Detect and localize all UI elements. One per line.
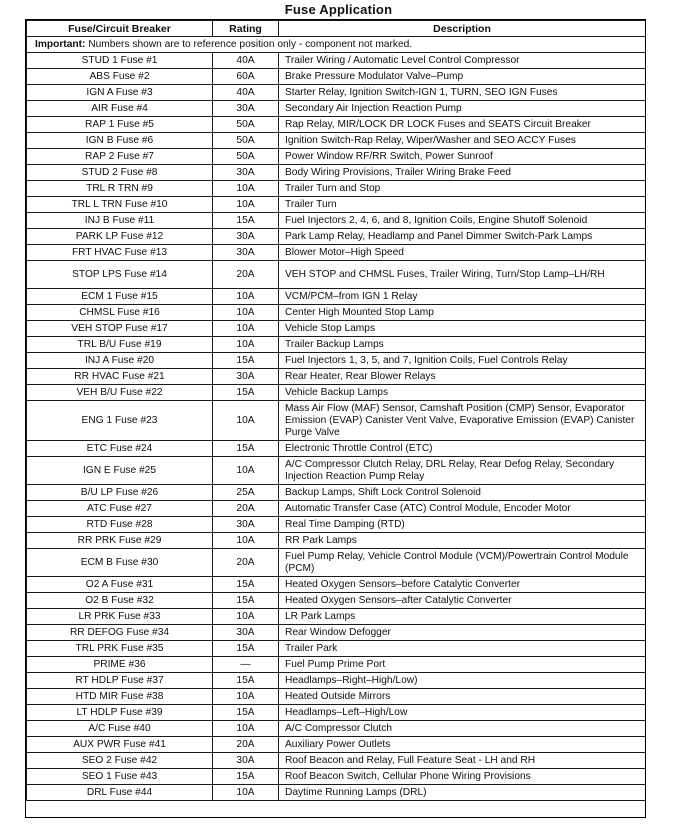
table-row <box>27 401 646 441</box>
description-cell: RR Park Lamps <box>279 533 646 549</box>
table-row <box>27 289 646 305</box>
fuse-name-cell: TRL R TRN #9 <box>27 181 213 197</box>
description-cell: Auxiliary Power Outlets <box>279 737 646 753</box>
fuse-name-cell: IGN A Fuse #3 <box>27 85 213 101</box>
table-row <box>27 69 646 85</box>
important-note <box>27 37 646 53</box>
fuse-name-cell: RAP 2 Fuse #7 <box>27 149 213 165</box>
page-title: Fuse Application <box>284 2 393 17</box>
rating-cell: 15A <box>213 769 279 785</box>
table-row <box>27 305 646 321</box>
rating-cell: 15A <box>213 705 279 721</box>
description-cell: A/C Compressor Clutch <box>279 721 646 737</box>
fuse-name-cell: PARK LP Fuse #12 <box>27 229 213 245</box>
table-row <box>27 245 646 261</box>
rating-cell: 30A <box>213 625 279 641</box>
rating-cell: 20A <box>213 261 279 289</box>
fuse-name-cell: INJ B Fuse #11 <box>27 213 213 229</box>
fuse-name-cell: RT HDLP Fuse #37 <box>27 673 213 689</box>
rating-cell: — <box>213 657 279 673</box>
description-cell: Roof Beacon and Relay, Full Feature Seat - LH and RH <box>279 753 646 769</box>
fuse-name-cell: LT HDLP Fuse #39 <box>27 705 213 721</box>
fuse-name-cell: IGN B Fuse #6 <box>27 133 213 149</box>
description-cell: Rear Heater, Rear Blower Relays <box>279 369 646 385</box>
description-cell: Trailer Backup Lamps <box>279 337 646 353</box>
fuse-name-cell: ENG 1 Fuse #23 <box>27 401 213 441</box>
rating-cell: 10A <box>213 197 279 213</box>
rating-cell: 15A <box>213 441 279 457</box>
table-row <box>27 625 646 641</box>
table-row <box>27 769 646 785</box>
rating-cell: 30A <box>213 229 279 245</box>
rating-cell: 10A <box>213 533 279 549</box>
fuse-name-cell: TRL PRK Fuse #35 <box>27 641 213 657</box>
table-row <box>27 385 646 401</box>
fuse-name-cell: ETC Fuse #24 <box>27 441 213 457</box>
fuse-name-cell: IGN E Fuse #25 <box>27 457 213 485</box>
table-row <box>27 689 646 705</box>
important-note-text: Numbers shown are to reference position only - component not marked. <box>88 38 413 50</box>
description-cell: Real Time Damping (RTD) <box>279 517 646 533</box>
table-row <box>27 577 646 593</box>
description-cell: Ignition Switch-Rap Relay, Wiper/Washer and SEO ACCY Fuses <box>279 133 646 149</box>
description-cell: Trailer Turn <box>279 197 646 213</box>
description-cell: Power Window RF/RR Switch, Power Sunroof <box>279 149 646 165</box>
fuse-name-cell: STUD 2 Fuse #8 <box>27 165 213 181</box>
fuse-name-cell: A/C Fuse #40 <box>27 721 213 737</box>
description-cell: LR Park Lamps <box>279 609 646 625</box>
table-row <box>27 673 646 689</box>
table-row <box>27 609 646 625</box>
rating-cell: 30A <box>213 245 279 261</box>
table-header-row <box>27 21 646 37</box>
description-cell: Daytime Running Lamps (DRL) <box>279 785 646 801</box>
rating-cell: 10A <box>213 457 279 485</box>
description-cell: Secondary Air Injection Reaction Pump <box>279 101 646 117</box>
fuse-name-cell: PRIME #36 <box>27 657 213 673</box>
rating-cell: 10A <box>213 181 279 197</box>
table-row <box>27 213 646 229</box>
table-row <box>27 753 646 769</box>
rating-cell: 60A <box>213 69 279 85</box>
description-cell: Brake Pressure Modulator Valve–Pump <box>279 69 646 85</box>
table-row <box>27 261 646 289</box>
table-row <box>27 133 646 149</box>
table-row <box>27 517 646 533</box>
table-row <box>27 165 646 181</box>
rating-cell: 10A <box>213 785 279 801</box>
description-cell: Park Lamp Relay, Headlamp and Panel Dimmer Switch-Park Lamps <box>279 229 646 245</box>
column-header-rating: Rating <box>213 21 279 37</box>
table-row <box>27 485 646 501</box>
fuse-name-cell: O2 A Fuse #31 <box>27 577 213 593</box>
rating-cell: 10A <box>213 721 279 737</box>
rating-cell: 50A <box>213 117 279 133</box>
rating-cell: 10A <box>213 289 279 305</box>
rating-cell: 30A <box>213 517 279 533</box>
column-header-description: Description <box>279 21 646 37</box>
description-cell: Trailer Turn and Stop <box>279 181 646 197</box>
table-row <box>27 181 646 197</box>
fuse-name-cell: RAP 1 Fuse #5 <box>27 117 213 133</box>
table-row <box>27 549 646 577</box>
description-cell: Headlamps–Left–High/Low <box>279 705 646 721</box>
description-cell: Trailer Park <box>279 641 646 657</box>
fuse-name-cell: B/U LP Fuse #26 <box>27 485 213 501</box>
fuse-table <box>26 20 646 801</box>
table-row <box>27 737 646 753</box>
description-cell: Rear Window Defogger <box>279 625 646 641</box>
description-cell: Headlamps–Right–High/Low) <box>279 673 646 689</box>
rating-cell: 50A <box>213 133 279 149</box>
description-cell: Body Wiring Provisions, Trailer Wiring Brake Feed <box>279 165 646 181</box>
fuse-name-cell: STUD 1 Fuse #1 <box>27 53 213 69</box>
fuse-name-cell: TRL L TRN Fuse #10 <box>27 197 213 213</box>
rating-cell: 15A <box>213 593 279 609</box>
rating-cell: 30A <box>213 165 279 181</box>
description-cell: Heated Outside Mirrors <box>279 689 646 705</box>
description-cell: Heated Oxygen Sensors–before Catalytic Converter <box>279 577 646 593</box>
table-row <box>27 197 646 213</box>
table-row <box>27 785 646 801</box>
table-row <box>27 705 646 721</box>
description-cell: Trailer Wiring / Automatic Level Control Compressor <box>279 53 646 69</box>
description-cell: Roof Beacon Switch, Cellular Phone Wiring Provisions <box>279 769 646 785</box>
description-cell: Vehicle Backup Lamps <box>279 385 646 401</box>
table-row <box>27 229 646 245</box>
fuse-name-cell: RTD Fuse #28 <box>27 517 213 533</box>
rating-cell: 30A <box>213 753 279 769</box>
rating-cell: 10A <box>213 337 279 353</box>
rating-cell: 15A <box>213 385 279 401</box>
rating-cell: 40A <box>213 53 279 69</box>
rating-cell: 50A <box>213 149 279 165</box>
fuse-name-cell: RR DEFOG Fuse #34 <box>27 625 213 641</box>
description-cell: Backup Lamps, Shift Lock Control Solenoid <box>279 485 646 501</box>
table-row <box>27 533 646 549</box>
rating-cell: 10A <box>213 689 279 705</box>
fuse-name-cell: LR PRK Fuse #33 <box>27 609 213 625</box>
table-row <box>27 353 646 369</box>
fuse-name-cell: INJ A Fuse #20 <box>27 353 213 369</box>
table-row <box>27 101 646 117</box>
table-row <box>27 337 646 353</box>
table-row <box>27 149 646 165</box>
table-row <box>27 321 646 337</box>
fuse-name-cell: HTD MIR Fuse #38 <box>27 689 213 705</box>
rating-cell: 15A <box>213 353 279 369</box>
important-note-label: Important: <box>35 38 86 50</box>
fuse-name-cell: FRT HVAC Fuse #13 <box>27 245 213 261</box>
column-header-fuse: Fuse/Circuit Breaker <box>27 21 213 37</box>
fuse-name-cell: SEO 2 Fuse #42 <box>27 753 213 769</box>
fuse-name-cell: ECM B Fuse #30 <box>27 549 213 577</box>
description-cell: Starter Relay, Ignition Switch-IGN 1, TURN, SEO IGN Fuses <box>279 85 646 101</box>
table-row <box>27 593 646 609</box>
fuse-name-cell: ABS Fuse #2 <box>27 69 213 85</box>
rating-cell: 10A <box>213 609 279 625</box>
fuse-name-cell: O2 B Fuse #32 <box>27 593 213 609</box>
fuse-name-cell: ECM 1 Fuse #15 <box>27 289 213 305</box>
rating-cell: 15A <box>213 577 279 593</box>
table-row <box>27 441 646 457</box>
fuse-name-cell: DRL Fuse #44 <box>27 785 213 801</box>
rating-cell: 30A <box>213 369 279 385</box>
rating-cell: 10A <box>213 305 279 321</box>
description-cell: Fuel Pump Relay, Vehicle Control Module (VCM)/Powertrain Control Module (PCM) <box>279 549 646 577</box>
description-cell: Fuel Pump Prime Port <box>279 657 646 673</box>
description-cell: Electronic Throttle Control (ETC) <box>279 441 646 457</box>
description-cell: Mass Air Flow (MAF) Sensor, Camshaft Position (CMP) Sensor, Evaporator Emission (EVAP) Canister Vent Valve, Evaporative Emission (EVAP) Canister Purge Valve <box>279 401 646 441</box>
table-row <box>27 53 646 69</box>
fuse-name-cell: VEH B/U Fuse #22 <box>27 385 213 401</box>
description-cell: Automatic Transfer Case (ATC) Control Module, Encoder Motor <box>279 501 646 517</box>
fuse-name-cell: VEH STOP Fuse #17 <box>27 321 213 337</box>
description-cell: VCM/PCM–from IGN 1 Relay <box>279 289 646 305</box>
fuse-name-cell: CHMSL Fuse #16 <box>27 305 213 321</box>
description-cell: Blower Motor–High Speed <box>279 245 646 261</box>
rating-cell: 20A <box>213 501 279 517</box>
fuse-name-cell: TRL B/U Fuse #19 <box>27 337 213 353</box>
table-row <box>27 85 646 101</box>
description-cell: Vehicle Stop Lamps <box>279 321 646 337</box>
description-cell: VEH STOP and CHMSL Fuses, Trailer Wiring, Turn/Stop Lamp–LH/RH <box>279 261 646 289</box>
description-cell: Fuel Injectors 1, 3, 5, and 7, Ignition Coils, Fuel Controls Relay <box>279 353 646 369</box>
description-cell: Heated Oxygen Sensors–after Catalytic Converter <box>279 593 646 609</box>
fuse-name-cell: STOP LPS Fuse #14 <box>27 261 213 289</box>
fuse-name-cell: ATC Fuse #27 <box>27 501 213 517</box>
table-row <box>27 657 646 673</box>
important-note-row <box>27 37 646 53</box>
rating-cell: 20A <box>213 549 279 577</box>
table-row <box>27 641 646 657</box>
fuse-name-cell: RR HVAC Fuse #21 <box>27 369 213 385</box>
table-row <box>27 501 646 517</box>
table-row <box>27 117 646 133</box>
rating-cell: 10A <box>213 401 279 441</box>
fuse-name-cell: AUX PWR Fuse #41 <box>27 737 213 753</box>
rating-cell: 20A <box>213 737 279 753</box>
description-cell: A/C Compressor Clutch Relay, DRL Relay, Rear Defog Relay, Secondary Injection Reaction Pump Relay <box>279 457 646 485</box>
rating-cell: 30A <box>213 101 279 117</box>
table-row <box>27 457 646 485</box>
description-cell: Center High Mounted Stop Lamp <box>279 305 646 321</box>
rating-cell: 25A <box>213 485 279 501</box>
description-cell: Fuel Injectors 2, 4, 6, and 8, Ignition Coils, Engine Shutoff Solenoid <box>279 213 646 229</box>
rating-cell: 10A <box>213 321 279 337</box>
description-cell: Rap Relay, MIR/LOCK DR LOCK Fuses and SEATS Circuit Breaker <box>279 117 646 133</box>
rating-cell: 15A <box>213 213 279 229</box>
rating-cell: 15A <box>213 673 279 689</box>
rating-cell: 15A <box>213 641 279 657</box>
table-row <box>27 721 646 737</box>
fuse-name-cell: SEO 1 Fuse #43 <box>27 769 213 785</box>
table-row <box>27 369 646 385</box>
fuse-name-cell: AIR Fuse #4 <box>27 101 213 117</box>
rating-cell: 40A <box>213 85 279 101</box>
fuse-name-cell: RR PRK Fuse #29 <box>27 533 213 549</box>
